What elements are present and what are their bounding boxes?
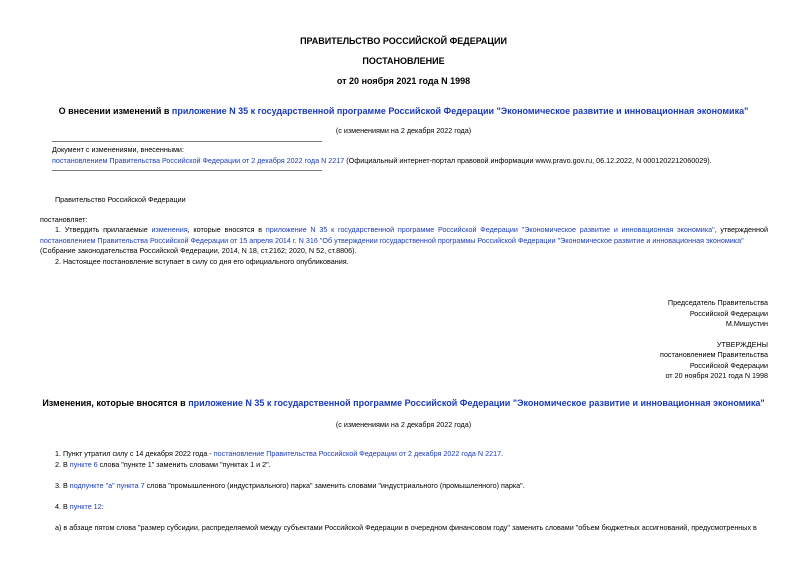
item-2 [55, 460, 271, 469]
approved-heading: УТВЕРЖДЕНЫ [716, 340, 768, 349]
item-3-text: 3. В [55, 481, 70, 490]
item-4-text: 4. В [55, 502, 70, 511]
item-1-link[interactable]: постановление Правительства Российской Федерации от 2 декабря 2022 года N 2217 [213, 449, 502, 458]
changes-title [0, 398, 807, 408]
document-date: от 20 ноября 2021 года N 1998 [336, 76, 471, 86]
box-top-rule [52, 141, 322, 142]
government-name: Правительство Российской Федерации [55, 195, 186, 204]
signature-title: Председатель Правительства [667, 298, 768, 307]
approved-line-2: постановлением Правительства [660, 350, 768, 359]
title-link[interactable]: приложение N 35 к государственной программе Российской Федерации "Экономическое развитие и инновационная экономика" [171, 106, 749, 116]
item-1-text: 1. Пункт утратил силу с 14 декабря 2022 года - [55, 449, 214, 458]
p1-collection-ref: (Собрание законодательства Российской Федерации, 2014, N 18, ст.2162; 2020, N 52, ст.8806). [40, 246, 357, 255]
item-3 [55, 481, 525, 490]
approved-line-3: Российской Федерации [689, 361, 768, 370]
p1-text-b: , которые вносятся в [187, 225, 266, 234]
item-3-end: слова "промышленного (индустриального) парка" заменить словами "индустриального (промышленного) парка". [144, 481, 525, 490]
item-3-link[interactable]: подпункте "а" пункта 7 [69, 481, 145, 490]
item-2-link[interactable]: пункте 6 [69, 460, 98, 469]
decides-word: постановляет: [40, 215, 88, 224]
item-4-end: : [101, 502, 104, 511]
item-4-link[interactable]: пункте 12 [69, 502, 102, 511]
box-bottom-rule [52, 170, 322, 171]
changes-title-prefix: Изменения, которые вносятся в [42, 398, 189, 408]
item-2-text: 2. В [55, 460, 70, 469]
title-prefix: О внесении изменений в [58, 106, 172, 116]
item-4 [55, 502, 104, 511]
document-title [0, 106, 807, 116]
document-type: ПОСТАНОВЛЕНИЕ [362, 56, 445, 66]
changes-tail: (Официальный интернет-портал правовой информации www.pravo.gov.ru, 06.12.2022, N 0001202212060029). [344, 156, 712, 165]
approved-line-4: от 20 ноября 2021 года N 1998 [665, 371, 768, 380]
paragraph-2: 2. Настоящее постановление вступает в силу со дня его официального опубликования. [55, 257, 349, 266]
changes-line [52, 156, 712, 165]
changes-link[interactable]: постановлением Правительства Российской Федерации от 2 декабря 2022 года N 2217 [52, 156, 345, 165]
p1-text-c: , утвержденной [714, 225, 768, 234]
p1-text-a: 1. Утвердить прилагаемые [55, 225, 152, 234]
item-2-end: слова "пункте 1" заменить словами "пунктах 1 и 2". [97, 460, 271, 469]
item-1 [55, 449, 503, 458]
p1-link-appendix[interactable]: приложение N 35 к государственной программе Российской Федерации "Экономическое развитие и инновационная экономика" [265, 225, 715, 234]
changes-title-link[interactable]: приложение N 35 к государственной программе Российской Федерации "Экономическое развитие и инновационная экономика" [188, 398, 765, 408]
item-1-end: . [501, 449, 504, 458]
signature-org: Российской Федерации [689, 309, 768, 318]
signature-name: М.Мишустин [725, 319, 768, 328]
changes-revision-note: (с изменениями на 2 декабря 2022 года) [335, 420, 472, 429]
item-4a: а) в абзаце пятом слова "размер субсидии, распределяемой между субъектами Российской Федерации в очередном финансовом году" заменить словами "объем бюджетных ассигнований, предусмотренных в [55, 523, 757, 532]
government-header: ПРАВИТЕЛЬСТВО РОССИЙСКОЙ ФЕДЕРАЦИИ [300, 36, 507, 46]
title-revision-note: (с изменениями на 2 декабря 2022 года) [335, 126, 472, 135]
p1-link-resolution[interactable]: постановлением Правительства Российской Федерации от 15 апреля 2014 г. N 316 "Об утверждении государственной программы Российской Федерации "Экономическое развитие и инновационная экономика" [40, 236, 744, 245]
p1-link-changes[interactable]: изменения [151, 225, 188, 234]
paragraph-1-line-1 [55, 225, 768, 234]
changes-label: Документ с изменениями, внесенными: [52, 145, 184, 154]
